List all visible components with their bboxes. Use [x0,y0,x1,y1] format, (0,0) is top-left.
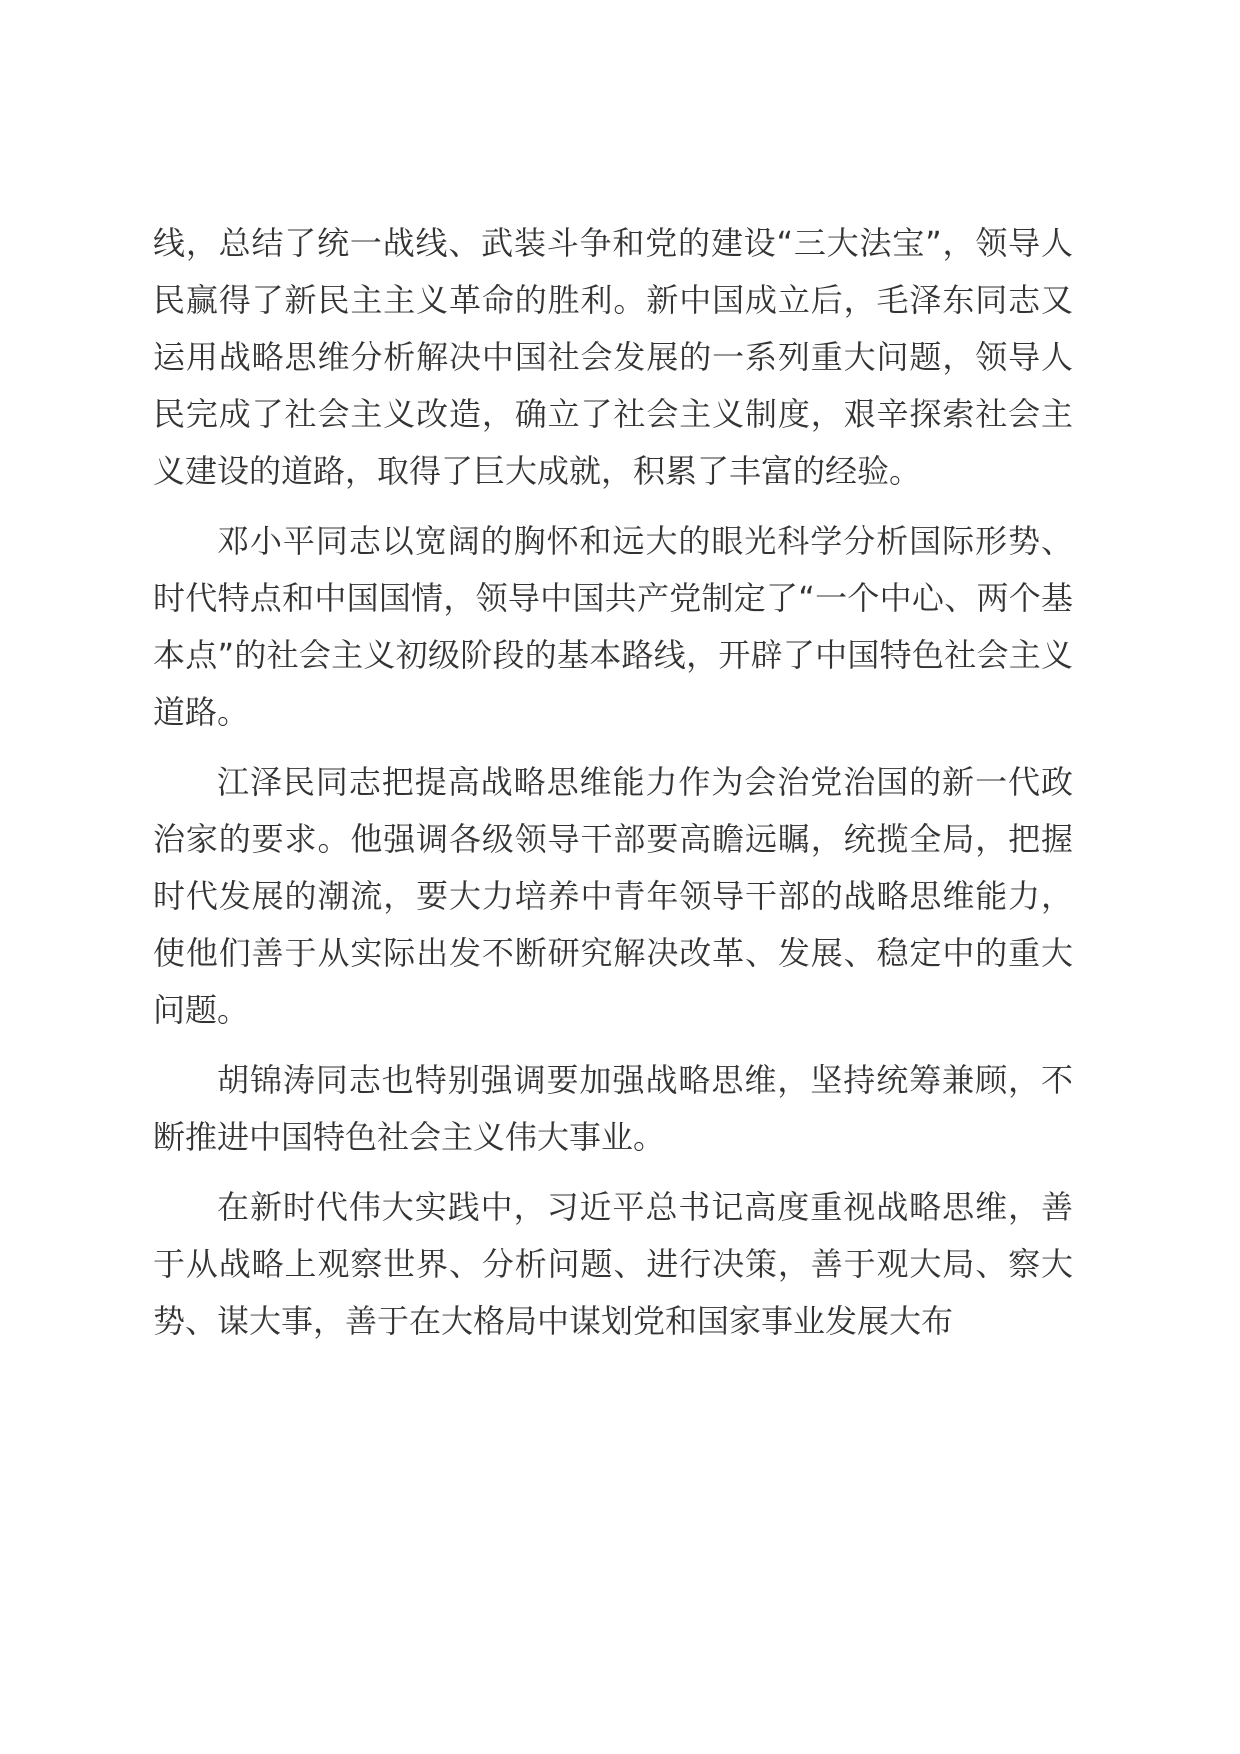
paragraph-xi-jinping: 在新时代伟大实践中，习近平总书记高度重视战略思维，善于从战略上观察世界、分析问题、进行决策，善于观大局、察大势、谋大事，善于在大格局中谋划党和国家事业发展大布 [153,1188,1073,1340]
paragraph-hu-jintao: 胡锦涛同志也特别强调要加强战略思维，坚持统筹兼顾，不断推进中国特色社会主义伟大事业。 [153,1061,1073,1156]
paragraph-deng-xiaoping: 邓小平同志以宽阔的胸怀和远大的眼光科学分析国际形势、时代特点和中国国情，领导中国共产党制定了“一个中心、两个基本点”的社会主义初级阶段的基本路线，开辟了中国特色社会主义道路。 [153,522,1073,731]
paragraph-jiang-zemin: 江泽民同志把提高战略思维能力作为会治党治国的新一代政治家的要求。他强调各级领导干部要高瞻远瞩，统揽全局，把握时代发展的潮流，要大力培养中青年领导干部的战略思维能力，使他们善于从实际出发不断研究解决改革、发展、稳定中的重大问题。 [153,763,1073,1029]
document-body [153,215,1073,1363]
paragraph-continuation: 线，总结了统一战线、武装斗争和党的建设“三大法宝”，领导人民赢得了新民主主义革命的胜利。新中国成立后，毛泽东同志又运用战略思维分析解决中国社会发展的一系列重大问题，领导人民完成了社会主义改造，确立了社会主义制度，艰辛探索社会主义建设的道路，取得了巨大成就，积累了丰富的经验。 [153,224,1073,490]
